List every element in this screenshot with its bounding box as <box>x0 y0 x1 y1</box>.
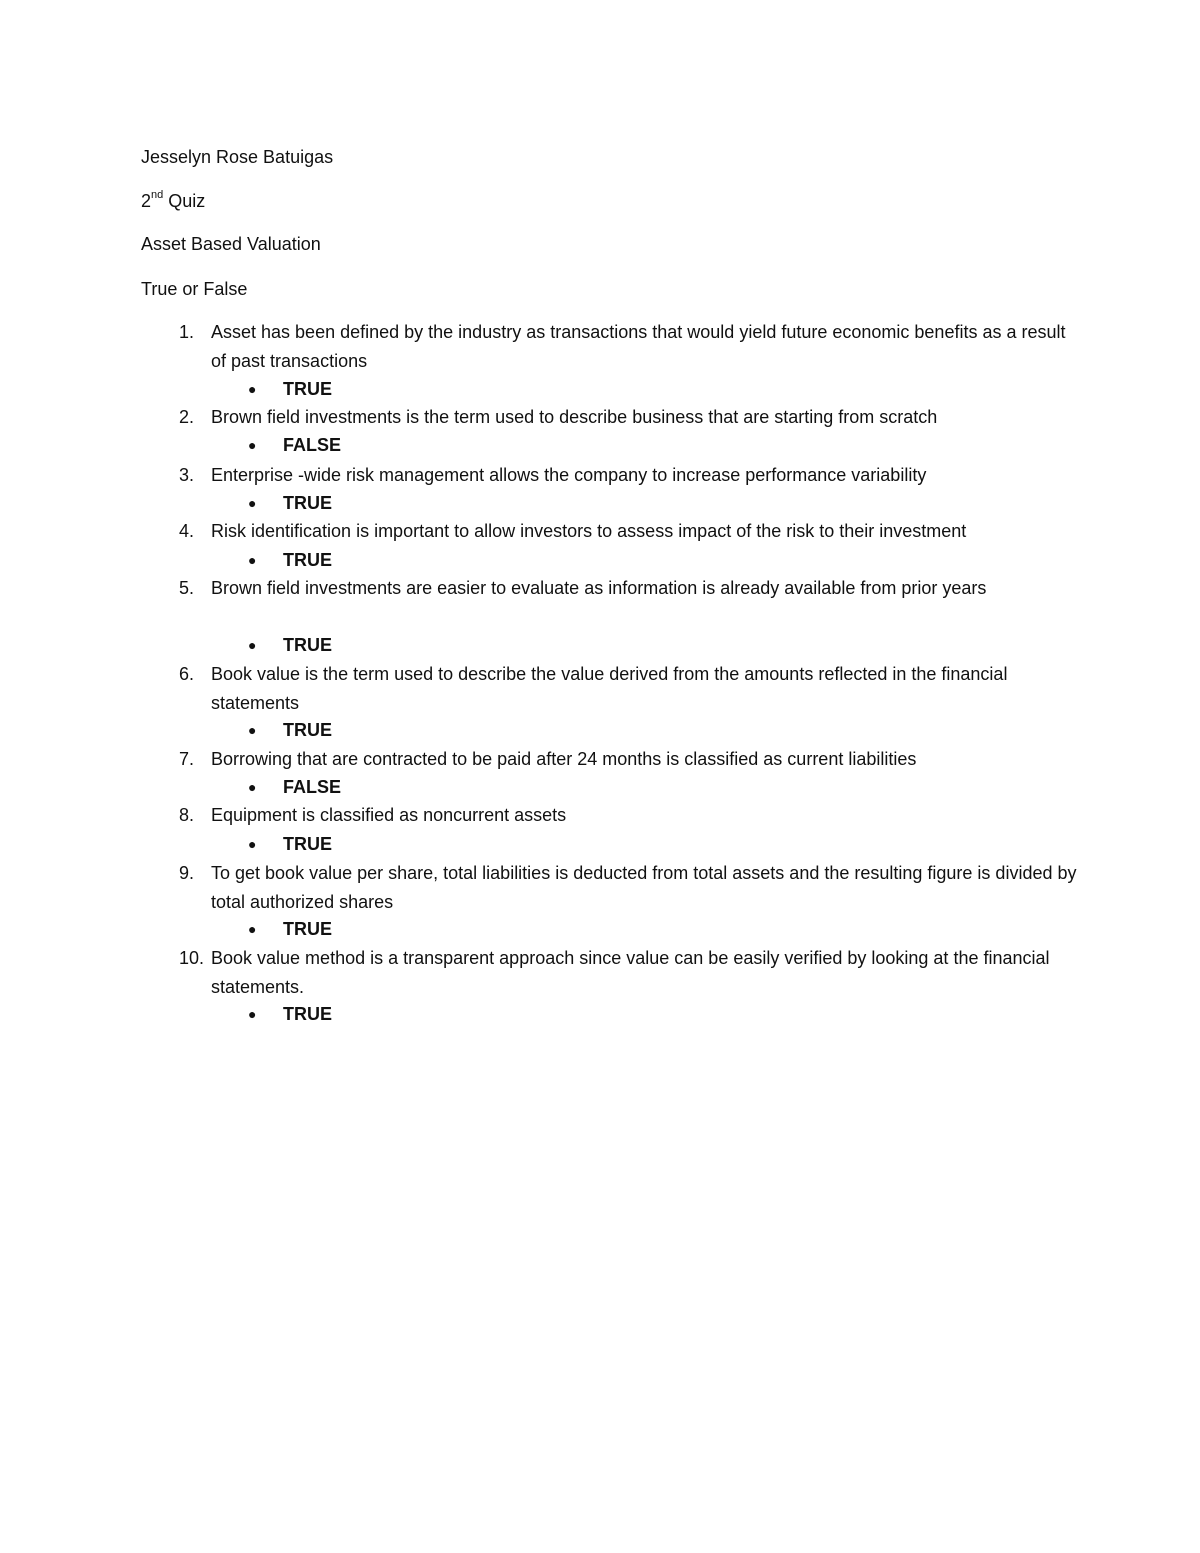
bullet-icon: ● <box>248 779 257 795</box>
answer-label: TRUE <box>283 919 332 939</box>
answer-label: FALSE <box>283 777 342 797</box>
question-text: Risk identification is important to allow investors to assess impact of the risk to their investment <box>211 521 967 541</box>
answer-label: TRUE <box>283 720 332 740</box>
bullet-icon: ● <box>248 921 257 937</box>
quiz-number: 2 <box>141 191 152 211</box>
question-number: 6. <box>178 664 194 684</box>
answer-label: TRUE <box>283 550 332 570</box>
answer-label: TRUE <box>283 1004 332 1024</box>
bullet-icon: ● <box>248 381 257 397</box>
question-number: 7. <box>178 749 194 769</box>
bullet-icon: ● <box>248 836 257 852</box>
question-text: Brown field investments is the term used to describe business that are starting from scratch <box>211 407 938 427</box>
bullet-icon: ● <box>248 495 257 511</box>
question-text: Enterprise -wide risk management allows the company to increase performance variability <box>211 465 927 485</box>
answer-label: FALSE <box>283 435 342 455</box>
answer-label: TRUE <box>283 635 332 655</box>
question-text: Equipment is classified as noncurrent assets <box>211 805 567 825</box>
question-number: 8. <box>178 805 194 825</box>
question-text: Book value is the term used to describe the value derived from the amounts reflected in the financial statements <box>211 664 1008 713</box>
bullet-icon: ● <box>248 1006 257 1022</box>
question-number: 1. <box>178 322 194 342</box>
answer-label: TRUE <box>283 834 332 854</box>
bullet-icon: ● <box>248 722 257 738</box>
section-title: True or False <box>141 279 248 299</box>
question-number: 9. <box>178 863 194 883</box>
bullet-icon: ● <box>248 552 257 568</box>
question-number: 5. <box>178 578 194 598</box>
bullet-icon: ● <box>248 437 257 453</box>
topic-title: Asset Based Valuation <box>141 234 321 254</box>
question-number: 4. <box>178 521 194 541</box>
question-number: 10. <box>178 948 204 968</box>
question-text: Book value method is a transparent approach since value can be easily verified by looking at the financial statements. <box>211 948 1050 997</box>
question-text: Borrowing that are contracted to be paid after 24 months is classified as current liabilities <box>211 749 917 769</box>
question-number: 3. <box>178 465 194 485</box>
quiz-ordinal-suffix: nd <box>151 189 164 201</box>
question-text: Brown field investments are easier to evaluate as information is already available from prior years <box>211 578 987 598</box>
quiz-title <box>141 190 205 212</box>
question-text: To get book value per share, total liabilities is deducted from total assets and the resulting figure is divided by total authorized shares <box>211 863 1077 912</box>
author-name: Jesselyn Rose Batuigas <box>141 147 334 167</box>
answer-label: TRUE <box>283 379 332 399</box>
question-number: 2. <box>178 407 194 427</box>
bullet-icon: ● <box>248 637 257 653</box>
question-text: Asset has been defined by the industry as transactions that would yield future economic benefits as a result of past transactions <box>211 322 1066 371</box>
answer-label: TRUE <box>283 493 332 513</box>
quiz-label: Quiz <box>168 191 206 211</box>
